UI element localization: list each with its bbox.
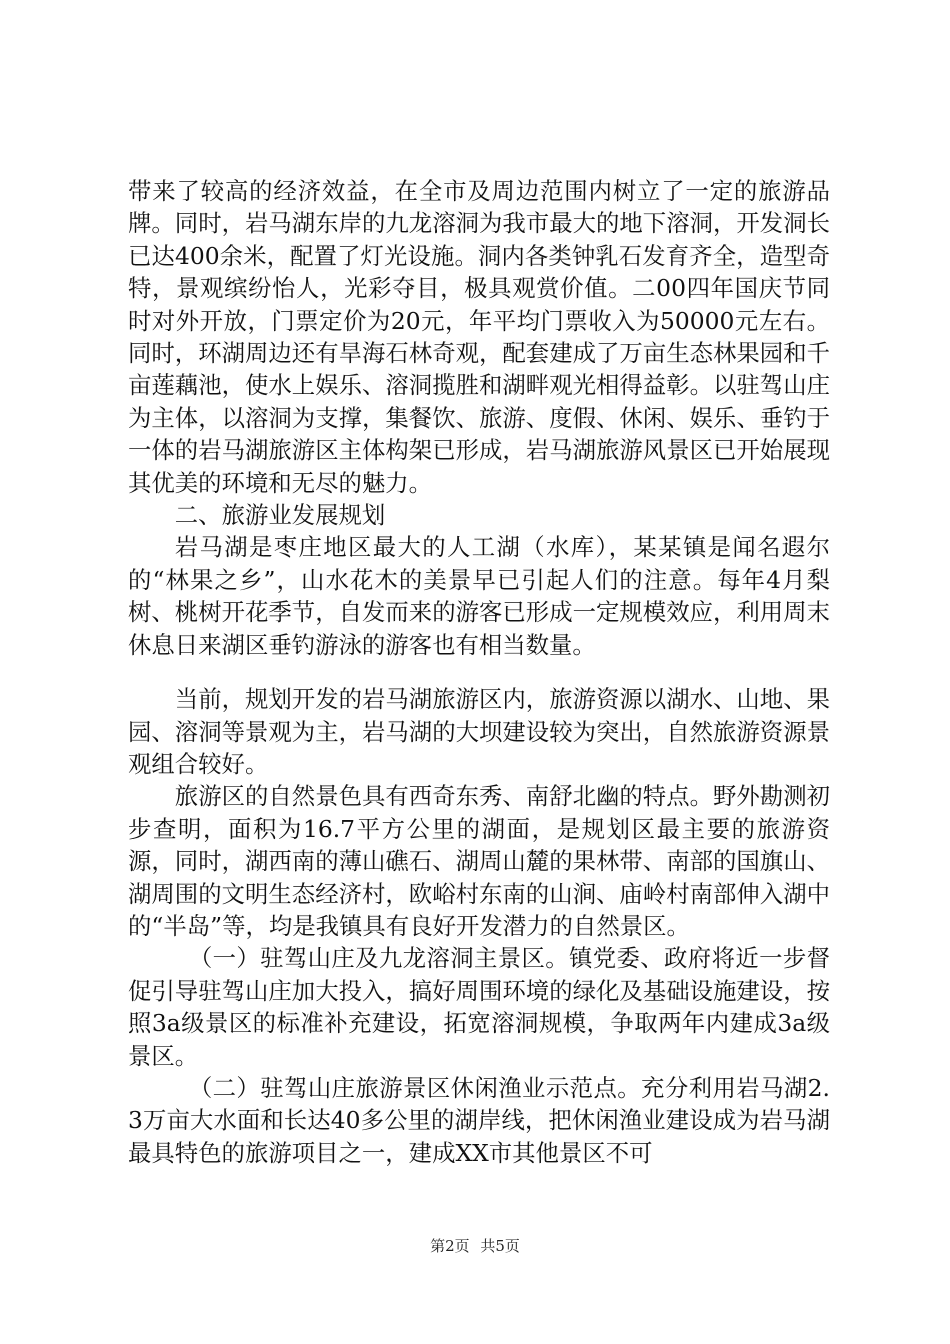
body-paragraph: 当前，规划开发的岩马湖旅游区内，旅游资源以湖水、山地、果园、溶洞等景观为主，岩马湖的大坝建设较为突出，自然旅游资源景观组合较好。 [128,685,830,778]
page-total: 共5页 [480,1237,520,1255]
body-paragraph: 带来了较高的经济效益，在全市及周边范围内树立了一定的旅游品牌。同时，岩马湖东岸的九龙溶洞为我市最大的地下溶洞，开发洞长已达400余米，配置了灯光设施。洞内各类钟乳石发育齐全，造型奇特，景观缤纷怡人，光彩夺目，极具观赏价值。二00四年国庆节同时对外开放，门票定价为20元，年平均门票收入为50000元左右。同时，环湖周边还有旱海石林奇观，配套建成了万亩生态林果园和千亩莲藕池，使水上娱乐、溶洞揽胜和湖畔观光相得益彰。以驻驾山庄为主体，以溶洞为支撑，集餐饮、旅游、度假、休闲、娱乐、垂钓于一体的岩马湖旅游区主体构架已形成，岩马湖旅游风景区已开始展现其优美的环境和无尽的魅力。 [128,177,830,497]
page-footer [0,1236,950,1256]
body-paragraph: （二）驻驾山庄旅游景区休闲渔业示范点。充分利用岩马湖2.3万亩大水面和长达40多公里的湖岸线，把休闲渔业建设成为岩马湖最具特色的旅游项目之一，建成XX市其他景区不可 [128,1073,830,1167]
section-heading: 二、旅游业发展规划 [174,501,386,530]
body-paragraph: （一）驻驾山庄及九龙溶洞主景区。镇党委、政府将近一步督促引导驻驾山庄加大投入，搞好周围环境的绿化及基础设施建设，按照3a级景区的标准补充建设，拓宽溶洞规模，争取两年内建成3a级景区。 [128,944,830,1070]
document-body [128,175,830,1169]
page-number: 第2页 [430,1237,470,1255]
body-paragraph: 旅游区的自然景色具有西奇东秀、南舒北幽的特点。野外勘测初步查明，面积为16.7平方公里的湖面，是规划区最主要的旅游资源，同时，湖西南的薄山礁石、湖周山麓的果林带、南部的国旗山、湖周围的文明生态经济村，欧峪村东南的山涧、庙岭村南部伸入湖中的“半岛”等，均是我镇具有良好开发潜力的自然景区。 [128,782,830,940]
body-paragraph: 岩马湖是枣庄地区最大的人工湖（水库），某某镇是闻名遐尔的“林果之乡”，山水花木的美景早已引起人们的注意。每年4月梨树、桃树开花季节，自发而来的游客已形成一定规模效应，利用周末休息日来湖区垂钓游泳的游客也有相当数量。 [128,533,830,659]
